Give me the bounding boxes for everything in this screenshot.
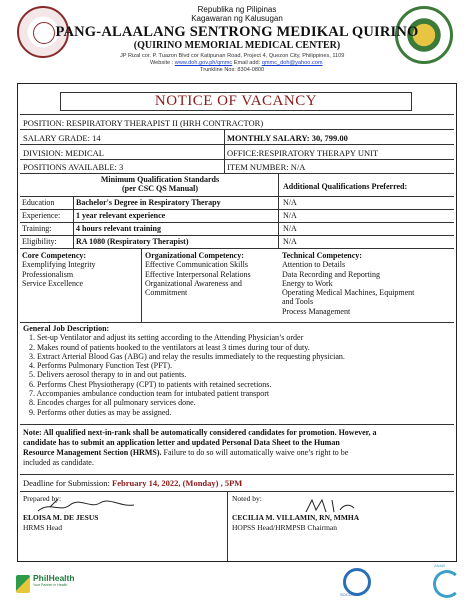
note-text: Note: All qualified next-in-rank shall be automatically considered candidates for promotion. However, a candidate has to submit an application letter and updated Personal Data Sheet to the Human Resource Management Section (HRMS). Failure to do so will automatically waive one’s right to be included as candidate. [23,428,377,467]
org-competency-item: Organizational Awareness and [145,278,242,288]
tech-competency: Technical Competency: Attention to Details Data Recording and Reporting Energy to Work Operating Medical Machines, Equipment and Tools Process Management [282,251,415,316]
position-text: POSITION: RESPIRATORY THERAPIST II (HRH CONTRACTOR) [23,117,264,128]
qual-label: Training: [22,224,52,233]
duty-item: 8. Encodes charges for all pulmonary services done. [29,398,196,408]
anab-cert-logo [433,570,461,598]
tech-competency-item: and Tools [282,297,314,307]
trunkline-text: Trunkline Nos: 8304-0800 [200,67,265,73]
noted-title: HOPSS Head/HRMPSB Chairman [232,523,338,532]
deadline-line [23,478,242,488]
salary-grade: SALARY GRADE: 14 [23,132,101,143]
core-competency-item: Service Excellence [22,278,84,288]
noted-name: CECILIA M. VILLAMIN, RN, MMHA [232,513,360,522]
qual-label: Eligibility: [22,237,57,246]
qual-value: 1 year relevant experience [76,211,166,220]
job-description: General Job Description: 1. Set-up Ventilator and adjust its setting according to the Attending Physician’s order 2. Makes round of patients hooked to the ventilators at least 3 times during tour of duty. 3. Extract Arterial Blood Gas (ABG) and relay the results immediately to the requesting physician. 4. Performs Pulmonary Function Test (PFT). 5. Delivers aerosol therapy to in and out patients. 6. Performs Chest Physiotherapy (CPT) to patients with retained secretions. 7. Accompanies ambulance conduction team for intubated patient transport 8. Encodes charges for all pulmonary services done. 9. Performs other duties as may be assigned. [23,324,345,417]
qual-label: Experience: [22,211,61,220]
duty-item: 3. Extract Arterial Blood Gas (ABG) and relay the results immediately to the requesting physician. [29,351,345,361]
prepared-label: Prepared by: [23,494,62,503]
prepared-title: HRMS Head [23,523,62,532]
duty-item: 4. Performs Pulmonary Function Test (PFT). [29,361,173,371]
deadline-value: February 14, 2022, (Monday) , 5PM [112,478,243,488]
core-competency: Core Competency: Exemplifying Integrity Professionalism Service Excellence [22,251,96,288]
duty-item: 6. Performs Chest Physiotherapy (CPT) to patients with retained secretions. [29,379,272,389]
contact-line: Website : www.doh.gov.ph/qmmc Email add: qmmc_doh@yahoo.com [150,60,323,66]
division: DIVISION: MEDICAL [23,147,104,158]
positions-available: POSITIONS AVAILABLE: 3 [23,162,124,172]
monthly-salary: MONTHLY SALARY: 30, 799.00 [227,132,348,143]
address-text: JP Rizal cor. P. Tuazon Blvd cor Katipunan Road, Project 4, Quezon City, Philippines, 1109 [120,53,345,59]
qual-additional: N/A [283,211,297,220]
tech-competency-item: Process Management [282,306,351,316]
tech-competency-item: Operating Medical Machines, Equipment [282,288,415,298]
email-link[interactable]: qmmc_doh@yahoo.com [261,60,323,66]
duty-item: 1. Set-up Ventilator and adjust its setting according to the Attending Physician’s order [29,333,304,343]
tech-competency-item: Attention to Details [282,260,346,270]
deadline-label: Deadline for Submission: [23,478,113,488]
qual-value: Bachelor's Degree in Respiratory Therapy [76,198,221,207]
notice-title: NOTICE OF VACANCY [60,92,412,111]
org-competency: Organizational Competency: Effective Communication Skills Effective Interpersonal Relations Organizational Awareness and Commitment [145,251,251,298]
tech-competency-item: Energy to Work [282,278,333,288]
division-row [20,144,454,160]
office: OFFICE:RESPIRATORY THERAPY UNIT [227,147,379,158]
department-text: Kagawaran ng Kalusugan [191,14,283,23]
duty-item: 7. Accompanies ambulance conduction team for intubated patient transport [29,389,270,399]
republic-text: Republika ng Pilipinas [197,5,277,14]
philhealth-logo: PhilHealth Your Partner in Health [16,573,86,597]
position-row [20,114,454,130]
qual-label: Education [22,198,55,207]
qual-additional: N/A [283,224,297,233]
noted-label: Noted by: [232,494,262,503]
item-number: ITEM NUMBER: N/A [227,162,306,172]
qual-additional: N/A [283,198,297,207]
qual-value: RA 1080 (Respiratory Therapist) [76,237,189,246]
qual-additional: N/A [283,237,297,246]
org-competency-item: Commitment [145,288,188,298]
salary-row [20,129,454,145]
org-competency-item: Effective Communication Skills [145,260,248,270]
hospital-name: PANG-ALAALANG SENTRONG MEDIKAL QUIRINO [55,24,419,40]
org-competency-item: Effective Interpersonal Relations [145,269,251,279]
duty-item: 5. Delivers aerosol therapy to in and out patients. [29,370,187,380]
prepared-name: ELOISA M. DE JESUS [23,513,99,522]
add-qual-header: Additional Qualifications Preferred: [283,182,408,191]
core-competency-item: Exemplifying Integrity [22,260,96,270]
positions-row [20,159,454,174]
duty-item: 9. Performs other duties as may be assigned. [29,407,172,417]
min-qual-header: Minimum Qualification Standards (per CSC QS Manual) [100,175,220,193]
hospital-name-en: (QUIRINO MEMORIAL MEDICAL CENTER) [133,40,341,51]
core-competency-item: Professionalism [22,269,74,279]
duty-item: 2. Makes round of patients hooked to the ventilators at least 3 times during tour of duty. [29,342,310,352]
tech-competency-item: Data Recording and Reporting [282,269,380,279]
website-link[interactable]: www.doh.gov.ph/qmmc [174,60,233,66]
qual-value: 4 hours relevant training [76,224,161,233]
